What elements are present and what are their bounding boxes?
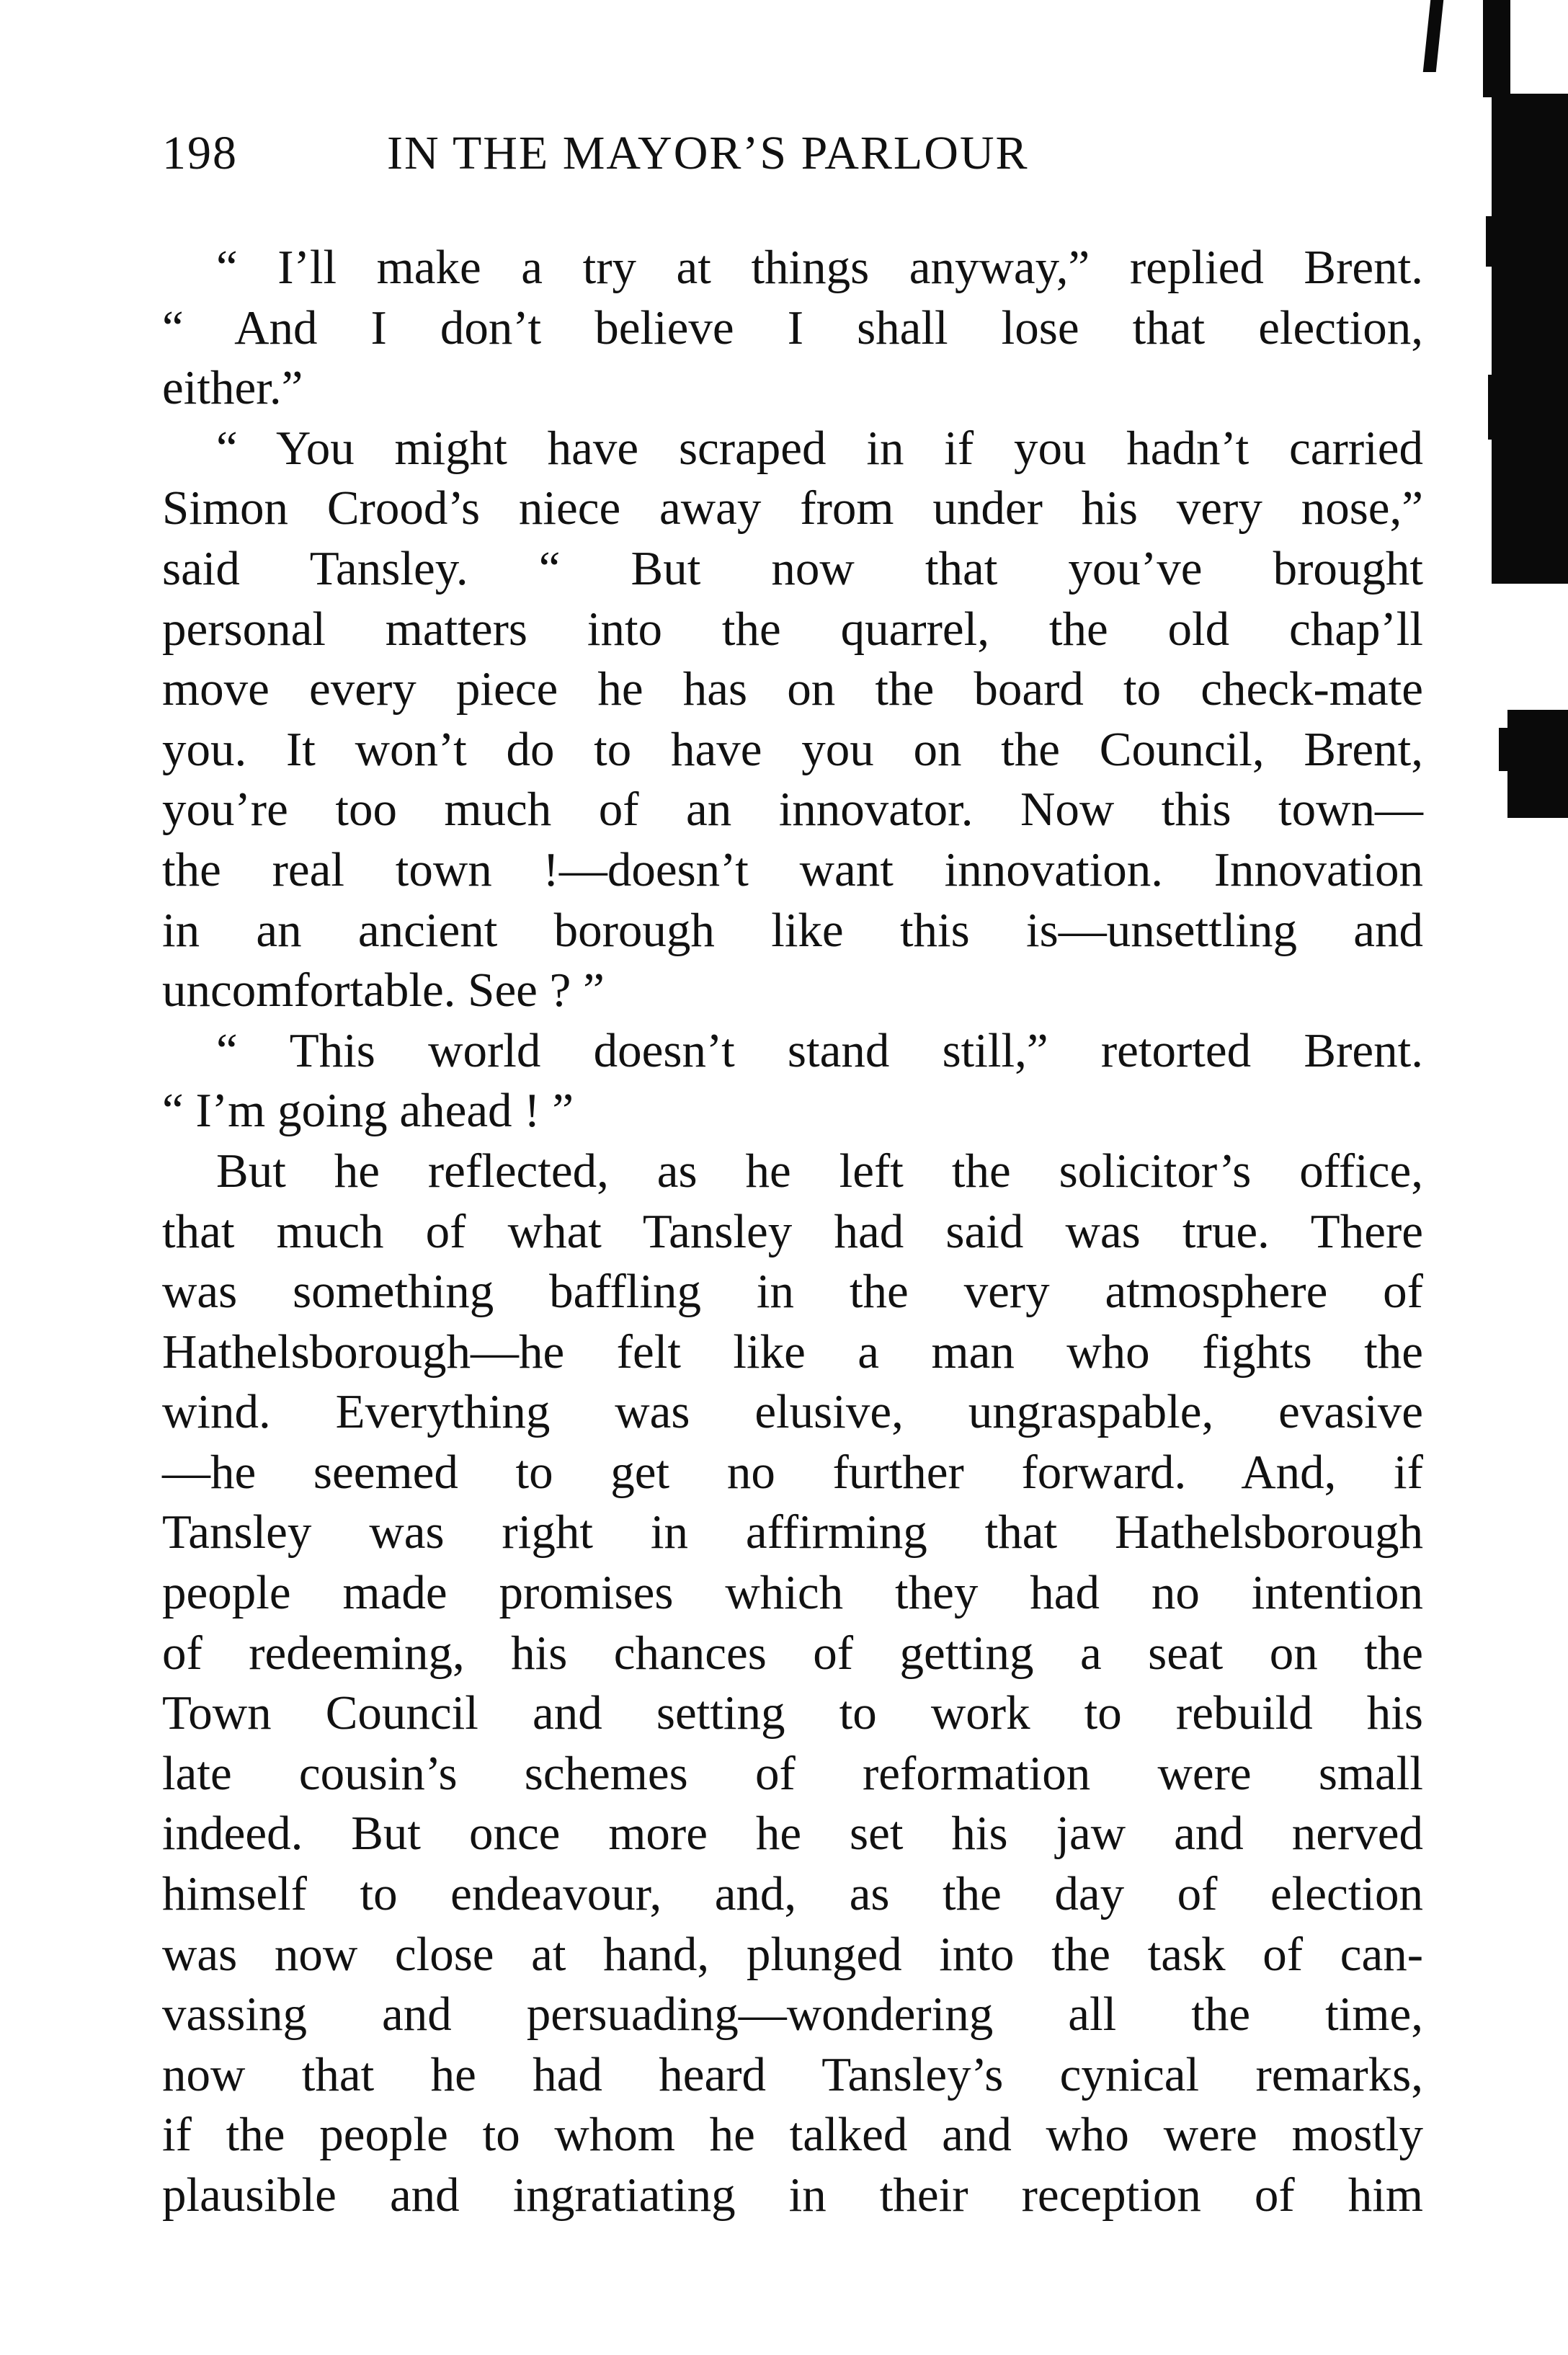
running-title: IN THE MAYOR’S PARLOUR — [387, 127, 1029, 179]
scan-edge-artifact — [1499, 728, 1509, 771]
body-text — [162, 238, 1423, 2226]
text-line: “ I’ll make a try at things anyway,” replied Brent. — [216, 241, 1423, 294]
text-line: wind. Everything was elusive, ungraspable, evasive — [162, 1385, 1423, 1439]
scan-edge-artifact — [1488, 375, 1498, 440]
text-line: Tansley was right in affirming that Hathelsborough — [162, 1505, 1423, 1559]
running-head — [162, 126, 1423, 191]
scan-edge-artifact — [1423, 0, 1444, 72]
text-line: Town Council and setting to work to rebuild his — [162, 1686, 1423, 1740]
text-line: —he seemed to get no further forward. And, if — [162, 1445, 1423, 1499]
text-line: “ This world doesn’t stand still,” retorted Brent. — [216, 1023, 1423, 1077]
text-line: now that he had heard Tansley’s cynical remarks, — [162, 2047, 1423, 2101]
text-line: indeed. But once more he set his jaw and nerved — [162, 1807, 1423, 1861]
scan-edge-artifact — [1507, 710, 1568, 818]
text-line: of redeeming, his chances of getting a seat on the — [162, 1626, 1423, 1680]
scan-edge-artifact — [1486, 216, 1496, 267]
text-line: was something baffling in the very atmosphere of — [162, 1265, 1423, 1319]
text-line: “ I’m going ahead ! ” — [162, 1084, 574, 1138]
text-line: you’re too much of an innovator. Now this town— — [162, 783, 1423, 837]
text-line: move every piece he has on the board to check-mate — [162, 662, 1423, 716]
text-line: uncomfortable. See ? ” — [162, 963, 605, 1018]
text-line: late cousin’s schemes of reformation were small — [162, 1746, 1423, 1800]
text-line: said Tansley. “ But now that you’ve brought — [162, 541, 1423, 595]
text-line: if the people to whom he talked and who were mostly — [162, 2108, 1423, 2162]
text-line: Simon Crood’s niece away from under his very nose,” — [162, 481, 1423, 535]
text-line: But he reflected, as he left the solicitor’s office, — [216, 1144, 1423, 1198]
text-line: plausible and ingratiating in their reception of him — [162, 2168, 1423, 2222]
text-line: vassing and persuading—wondering all the time, — [162, 1987, 1423, 2042]
scan-edge-artifact — [1483, 0, 1510, 97]
text-line: himself to endeavour, and, as the day of election — [162, 1867, 1423, 1921]
text-line: either.” — [162, 361, 303, 415]
text-line: “ And I don’t believe I shall lose that election, — [162, 301, 1423, 355]
text-line: people made promises which they had no intention — [162, 1566, 1423, 1620]
text-line: personal matters into the quarrel, the old chap’ll — [162, 602, 1423, 656]
text-line: Hathelsborough—he felt like a man who fights the — [162, 1325, 1423, 1379]
scan-edge-artifact — [1492, 94, 1568, 584]
text-line: was now close at hand, plunged into the task of can- — [162, 1927, 1423, 1981]
text-line: the real town !—doesn’t want innovation. Innovation — [162, 842, 1423, 896]
text-line: “ You might have scraped in if you hadn’t carried — [216, 421, 1423, 475]
page-number: 198 — [162, 127, 238, 179]
text-line: that much of what Tansley had said was true. There — [162, 1204, 1423, 1258]
text-line: in an ancient borough like this is—unsettling and — [162, 903, 1423, 957]
text-line: you. It won’t do to have you on the Council, Brent, — [162, 722, 1423, 776]
